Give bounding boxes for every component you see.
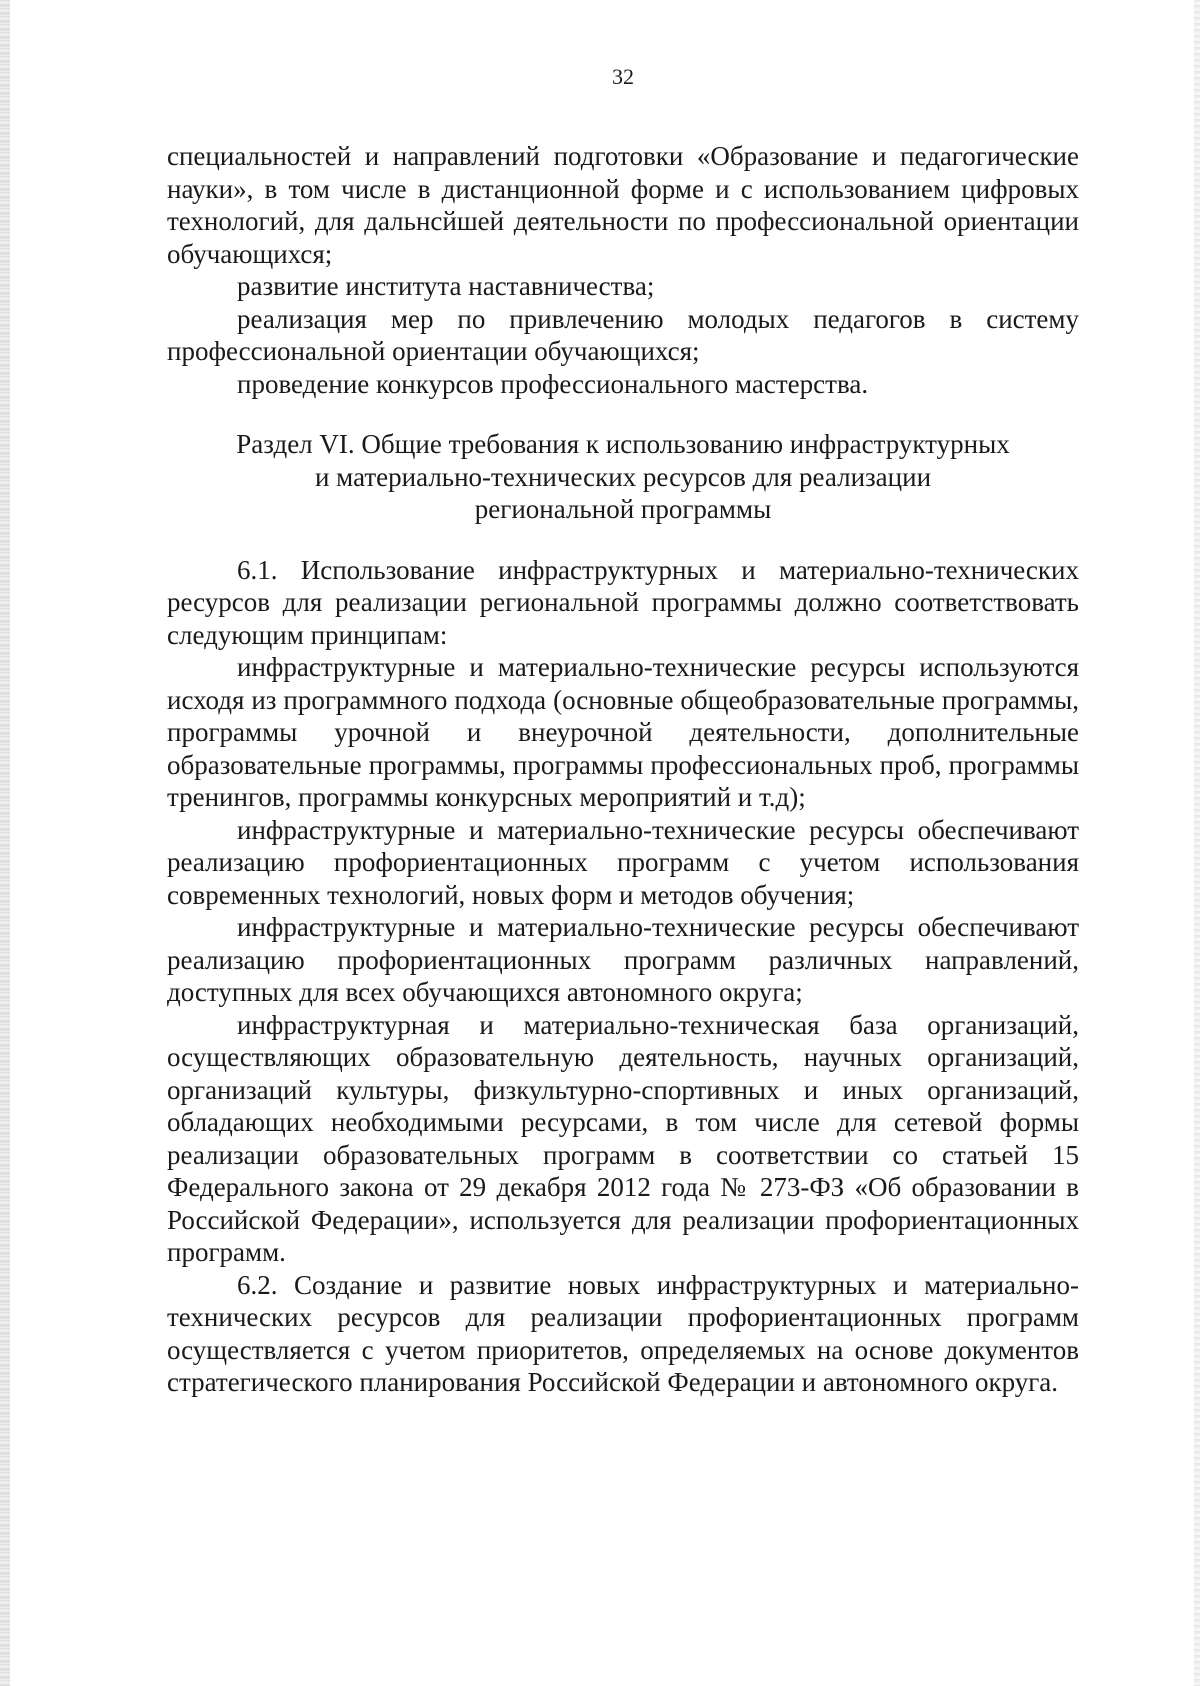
section-heading-line-1: Раздел VI. Общие требования к использованию инфраструктурных [236,429,1010,459]
document-body [167,140,1079,1399]
paragraph-6-2: 6.2. Создание и развитие новых инфраструктурных и материально-технических ресурсов для реализации профориентационных программ осуществляется с учетом приоритетов, определяемых на основе документов стратегического планирования Российской Федерации и автономного округа. [167,1269,1079,1397]
scan-edge-right [1194,0,1200,1686]
paragraph-continuation: специальностей и направлений подготовки «Образование и педагогические науки», в том числе в дистанционной форме и с использованием цифровых технологий, для дальнсйшей деятельности по профессиональной ориентации обучающихся; [167,141,1079,269]
scan-edge-left [0,0,10,1686]
paragraph-principle-3: инфраструктурные и материально-технические ресурсы обеспечивают реализацию профориентационных программ различных направлений, доступных для всех обучающихся автономного округа; [167,912,1079,1007]
section-heading-line-3: региональной программы [474,494,772,524]
section-heading-line-2: и материально-технических ресурсов для реализации [314,461,932,492]
paragraph-mentoring: развитие института наставничества; [237,271,655,301]
paragraph-contests: проведение конкурсов профессионального мастерства. [237,368,869,399]
paragraph-principle-2: инфраструктурные и материально-технические ресурсы обеспечивают реализацию профориентационных программ с учетом использования современных технологий, новых форм и методов обучения; [167,814,1079,910]
paragraph-principle-4: инфраструктурная и материально-техническая база организаций, осуществляющих образовательную деятельность, научных организаций, организаций культуры, физкультурно-спортивных и иных организаций, обладающих необходимыми ресурсами, в том числе для сетевой формы реализации образовательных программ в соответствии со статьей 15 Федерального закона от 29 декабря 2012 года № 273-ФЗ «Об образовании в Российской Федерации», используется для реализации профориентационных программ. [167,1009,1079,1267]
section-heading [167,428,1079,526]
paragraph-6-1: 6.1. Использование инфраструктурных и материально-технических ресурсов для реализации региональной программы должно соответствовать следующим принципам: [167,554,1079,650]
page-number: 32 [612,64,634,89]
paragraph-principle-1: инфраструктурные и материально-технические ресурсы используются исходя из программного подхода (основные общеобразовательные программы, программы урочной и внеурочной деятельности, дополнительные образовательные программы, программы профессиональных проб, программы тренингов, программы конкурсных мероприятий и т.д); [167,652,1079,812]
paragraph-young-teachers: реализация мер по привлечению молодых педагогов в систему профессиональной ориентации обучающихся; [167,303,1079,366]
